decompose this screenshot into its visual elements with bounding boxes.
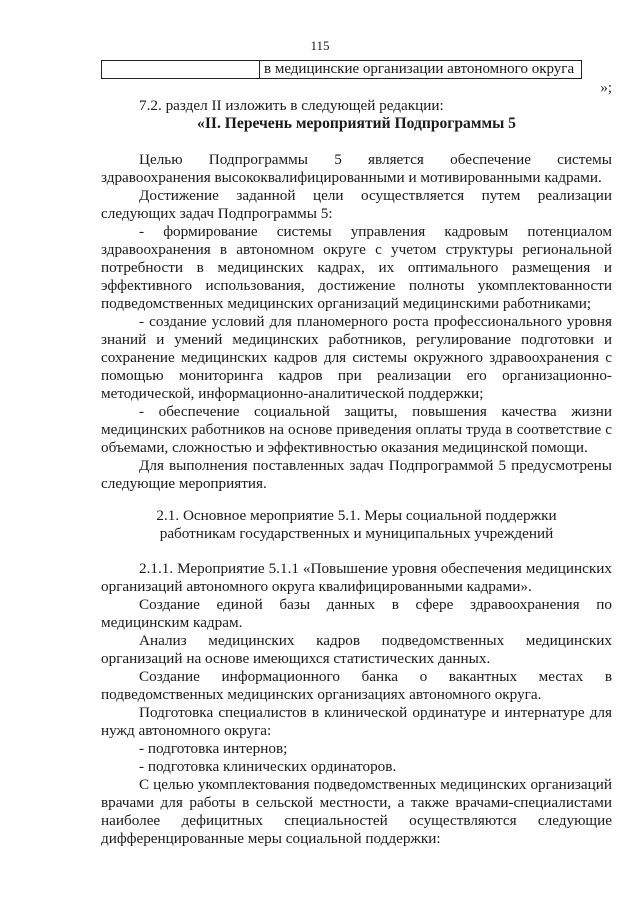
- paragraph-analysis: Анализ медицинских кадров подведомственных медицинских организаций на основе имеющихся статистических данных.: [101, 632, 612, 667]
- subsection-title-line-1: 2.1. Основное мероприятие 5.1. Меры социальной поддержки: [156, 507, 557, 524]
- continued-table-row: [101, 60, 582, 79]
- paragraph-measures-intro: Для выполнения поставленных задач Подпрограммой 5 предусмотрены следующие мероприятия.: [101, 457, 612, 492]
- section-title: «II. Перечень мероприятий Подпрограммы 5: [197, 115, 516, 132]
- document-body: [101, 97, 612, 848]
- list-item-task-1: - формирование системы управления кадровым потенциалом здравоохранения в автономном округе с учетом структуры региональной потребности в медицинских кадрах, их оптимального размещения и эффективного использования, достижение полноты укомплектованности подведомственных медицинских организаций медицинскими работниками;: [101, 223, 612, 312]
- paragraph-database: Создание единой базы данных в сфере здравоохранения по медицинским кадрам.: [101, 596, 612, 631]
- paragraph-info-bank: Создание информационного банка о вакантных местах в подведомственных медицинских организациях автономного округа.: [101, 668, 612, 703]
- paragraph-measure-5-1-1: 2.1.1. Мероприятие 5.1.1 «Повышение уровня обеспечения медицинских организаций автономного округа квалифицированными кадрами».: [101, 560, 612, 595]
- paragraph-training: Подготовка специалистов в клинической ординатуре и интернатуре для нужд автономного округа:: [101, 704, 612, 739]
- list-item-interns: - подготовка интернов;: [139, 740, 288, 757]
- paragraph-social-support: С целью укомплектования подведомственных медицинских организаций врачами для работы в сельской местности, а также врачами-специалистами наиболее дефицитных специальностей осуществляются следующие дифференцированные меры социальной поддержки:: [101, 776, 612, 847]
- paragraph-goal: Целью Подпрограммы 5 является обеспечение системы здравоохранения высококвалифицированными и мотивированными кадрами.: [101, 151, 612, 186]
- list-item-task-2: - создание условий для планомерного роста профессионального уровня знаний и умений медицинских работников, регулирование подготовки и сохранение медицинских кадров для системы окружного здравоохранения с помощью мониторинга кадров при реализации его организационно-методической, информационно-аналитической поддержки;: [101, 313, 612, 402]
- closing-quote: »;: [600, 80, 612, 96]
- table-cell-text: в медицинские организации автономного округа: [264, 61, 575, 77]
- amendment-instruction: 7.2. раздел II изложить в следующей редакции:: [139, 97, 444, 114]
- list-item-task-3: - обеспечение социальной защиты, повышения качества жизни медицинских работников на основе приведения оплаты труда в соответствие с объемами, сложностью и эффективностью оказания медицинской помощи.: [101, 403, 612, 456]
- table-cell-empty: [102, 61, 260, 78]
- list-item-residents: - подготовка клинических ординаторов.: [139, 758, 397, 775]
- page-number: 115: [310, 38, 330, 53]
- paragraph-tasks-intro: Достижение заданной цели осуществляется путем реализации следующих задач Подпрограммы 5:: [101, 187, 612, 222]
- subsection-title-line-2: работникам государственных и муниципальных учреждений: [159, 525, 554, 542]
